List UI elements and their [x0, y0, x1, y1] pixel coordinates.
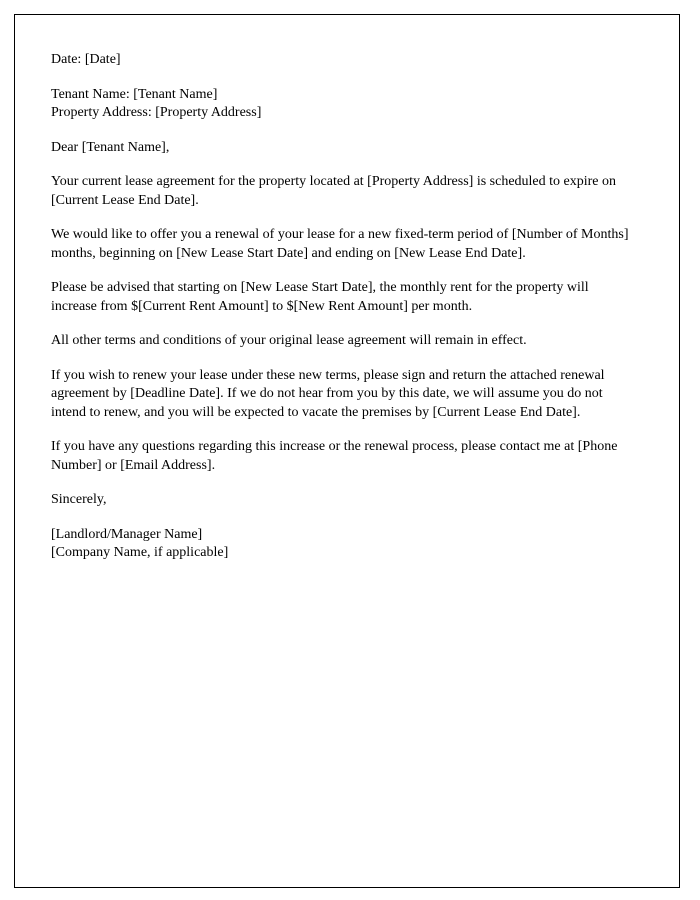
letter-page [14, 14, 680, 888]
salutation: Dear [Tenant Name], [51, 139, 170, 155]
paragraph-lease-expiry: Your current lease agreement for the property located at [Property Address] is scheduled to expire on [Current Lease End Date]. [51, 174, 617, 208]
property-address-line: Property Address: [Property Address] [51, 105, 262, 120]
paragraph-rent-increase: Please be advised that starting on [New Lease Start Date], the monthly rent for the property will increase from $[Current Rent Amount] to $[New Rent Amount] per month. [51, 280, 589, 314]
tenant-name-line: Tenant Name: [Tenant Name] [51, 86, 218, 102]
paragraph-contact-info: If you have any questions regarding this increase or the renewal process, please contact me at [Phone Number] or [Email Address]. [51, 439, 618, 473]
paragraph-terms-remain: All other terms and conditions of your original lease agreement will remain in effect. [51, 333, 527, 348]
signature-company-line: [Company Name, if applicable] [51, 545, 229, 560]
paragraph-sign-and-return: If you wish to renew your lease under these new terms, please sign and return the attached renewal agreement by [Deadline Date]. If we do not hear from you by this date, we will assume you do not intend to renew, and you will be expected to vacate the premises by [Current Lease End Date]. [51, 367, 605, 420]
signature-block [51, 526, 635, 563]
lease-renewal-letter [51, 51, 635, 563]
paragraph-renewal-offer: We would like to offer you a renewal of your lease for a new fixed-term period of [Number of Months] months, beginning on [New Lease Start Date] and ending on [New Lease End Date]. [51, 227, 629, 261]
signature-name-line: [Landlord/Manager Name] [51, 526, 203, 542]
closing-line: Sincerely, [51, 492, 107, 507]
recipient-block [51, 86, 635, 123]
date-line: Date: [Date] [51, 52, 121, 67]
